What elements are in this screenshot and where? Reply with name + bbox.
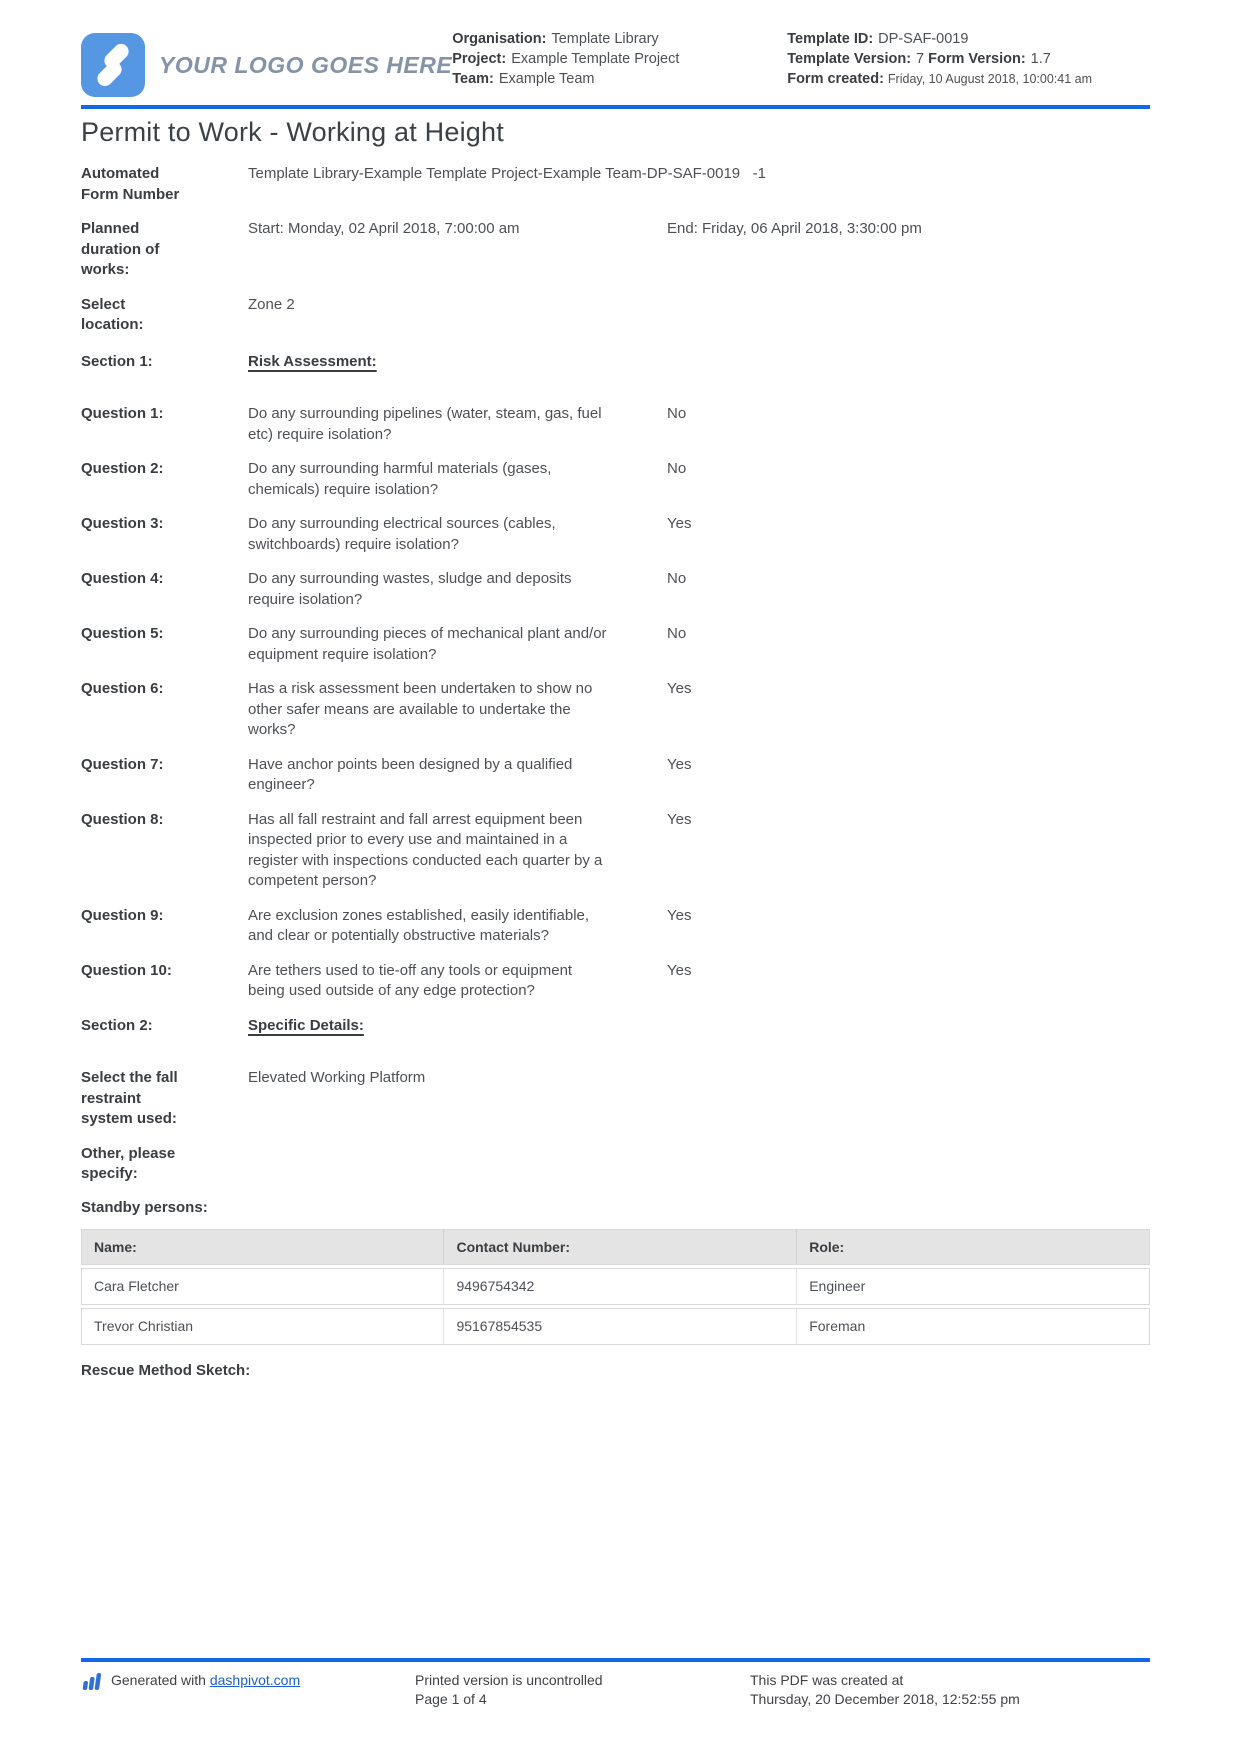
question-2-answer: No xyxy=(667,460,687,477)
row-question-1 xyxy=(81,404,1150,445)
row-planned-duration xyxy=(81,219,1150,281)
project-value: Example Template Project xyxy=(511,51,680,67)
footer-created xyxy=(750,1671,1150,1709)
question-9-answer: Yes xyxy=(667,906,692,924)
row-question-2 xyxy=(81,459,1150,500)
cell-contact: 95167854535 xyxy=(444,1308,797,1345)
row-question-7 xyxy=(81,755,1150,796)
pdf-created-label: This PDF was created at xyxy=(750,1672,904,1688)
table-row xyxy=(81,1268,1150,1305)
form-created-line xyxy=(787,69,1150,89)
question-1-answer: No xyxy=(667,405,687,422)
question-4-answer: No xyxy=(667,570,687,587)
page-title: Permit to Work - Working at Height xyxy=(81,117,504,147)
document-footer xyxy=(81,1658,1150,1709)
template-id-value: DP-SAF-0019 xyxy=(878,31,969,47)
fall-restraint-label: Select the fall restraint system used: xyxy=(81,1069,178,1127)
question-9-label: Question 9: xyxy=(81,906,164,924)
team-label: Team: xyxy=(452,71,494,87)
standby-persons-label: Standby persons: xyxy=(81,1198,208,1216)
row-question-10 xyxy=(81,961,1150,1002)
template-id-line xyxy=(787,29,1150,49)
company-logo-icon xyxy=(81,33,145,97)
cell-name: Cara Fletcher xyxy=(81,1268,444,1305)
rescue-method-sketch-label: Rescue Method Sketch: xyxy=(81,1361,251,1379)
header-template-info xyxy=(787,27,1150,89)
header-org-info xyxy=(452,27,787,89)
template-id-label: Template ID: xyxy=(787,31,874,47)
footer-generated xyxy=(81,1671,415,1709)
question-1-label: Question 1: xyxy=(81,405,164,422)
cell-role: Foreman xyxy=(797,1308,1150,1345)
section-2-label: Section 2: xyxy=(81,1016,153,1034)
question-7-label: Question 7: xyxy=(81,755,164,773)
row-question-6 xyxy=(81,679,1150,741)
row-automated-form-number xyxy=(81,164,1150,205)
version-line xyxy=(787,49,1150,69)
question-2-label: Question 2: xyxy=(81,460,164,477)
standby-persons-table xyxy=(81,1226,1150,1348)
organisation-value: Template Library xyxy=(551,31,659,47)
question-5-answer: No xyxy=(667,625,687,642)
automated-form-number-label: Automated Form Number xyxy=(81,165,180,203)
question-8-answer: Yes xyxy=(667,810,692,828)
planned-duration-end: End: Friday, 06 April 2018, 3:30:00 pm xyxy=(667,220,922,237)
question-8-text: Has all fall restraint and fall arrest equipment been inspected prior to every use and maintained in a register with inspections conducted each quarter by a competent person? xyxy=(248,810,603,889)
row-question-8 xyxy=(81,810,1150,892)
question-2-text: Do any surrounding harmful materials (gases, chemicals) require isolation? xyxy=(248,460,552,498)
pdf-created-timestamp: Thursday, 20 December 2018, 12:52:55 pm xyxy=(750,1691,1020,1707)
question-8-label: Question 8: xyxy=(81,810,164,828)
question-6-label: Question 6: xyxy=(81,680,164,697)
page-number-text: Page 1 of 4 xyxy=(415,1691,487,1707)
generated-with-text: Generated with xyxy=(111,1672,210,1688)
select-location-label: Select location: xyxy=(81,295,144,333)
row-other-specify xyxy=(81,1144,1150,1185)
project-label: Project: xyxy=(452,51,507,67)
question-6-text: Has a risk assessment been undertaken to show no other safer means are available to undertake the works? xyxy=(248,680,593,738)
footer-center xyxy=(415,1671,750,1709)
cell-contact: 9496754342 xyxy=(444,1268,797,1305)
question-4-text: Do any surrounding wastes, sludge and deposits require isolation? xyxy=(248,570,572,608)
other-specify-label: Other, please specify: xyxy=(81,1144,176,1182)
dashpivot-bars-icon xyxy=(81,1672,103,1691)
fall-restraint-value: Elevated Working Platform xyxy=(248,1069,426,1086)
form-created-label: Form created: xyxy=(787,71,884,87)
printed-version-text: Printed version is uncontrolled xyxy=(415,1672,603,1688)
team-line xyxy=(452,69,787,89)
header-divider xyxy=(81,105,1150,109)
dashpivot-link[interactable]: dashpivot.com xyxy=(209,1672,301,1688)
row-question-4 xyxy=(81,569,1150,610)
document-header xyxy=(81,27,1150,97)
template-version-label: Template Version: xyxy=(787,51,912,67)
planned-duration-start: Start: Monday, 02 April 2018, 7:00:00 am xyxy=(248,220,520,237)
question-10-answer: Yes xyxy=(667,961,692,979)
question-7-answer: Yes xyxy=(667,755,692,773)
row-section-2 xyxy=(81,1016,1150,1037)
question-10-text: Are tethers used to tie-off any tools or equipment being used outside of any edge protection? xyxy=(248,961,573,999)
section-1-label: Section 1: xyxy=(81,352,153,370)
automated-form-number-value: Template Library-Example Template Project-Example Team-DP-SAF-0019 -1 xyxy=(248,165,766,182)
question-3-label: Question 3: xyxy=(81,515,164,532)
column-header-contact: Contact Number: xyxy=(444,1229,797,1265)
logo xyxy=(81,27,452,97)
question-7-text: Have anchor points been designed by a qualified engineer? xyxy=(248,755,573,793)
row-question-3 xyxy=(81,514,1150,555)
row-question-5 xyxy=(81,624,1150,665)
column-header-name: Name: xyxy=(81,1229,444,1265)
column-header-role: Role: xyxy=(797,1229,1150,1265)
question-9-text: Are exclusion zones established, easily identifiable, and clear or potentially obstructive materials? xyxy=(248,906,590,944)
planned-duration-label: Planned duration of works: xyxy=(81,220,160,278)
table-header-row xyxy=(81,1229,1150,1265)
section-1-title: Risk Assessment: xyxy=(248,352,377,370)
question-5-label: Question 5: xyxy=(81,625,164,642)
question-10-label: Question 10: xyxy=(81,961,172,979)
row-section-1 xyxy=(81,352,1150,373)
table-row xyxy=(81,1308,1150,1345)
question-6-answer: Yes xyxy=(667,680,692,697)
project-line xyxy=(452,49,787,69)
row-select-location xyxy=(81,295,1150,336)
question-1-text: Do any surrounding pipelines (water, steam, gas, fuel etc) require isolation? xyxy=(248,405,602,443)
template-version-value: 7 xyxy=(916,51,925,67)
section-2-title: Specific Details: xyxy=(248,1016,364,1034)
logo-text: YOUR LOGO GOES HERE xyxy=(159,51,453,78)
cell-name: Trevor Christian xyxy=(81,1308,444,1345)
organisation-line xyxy=(452,29,787,49)
form-version-label: Form Version: xyxy=(928,51,1026,67)
row-fall-restraint xyxy=(81,1068,1150,1130)
footer-divider xyxy=(81,1658,1150,1662)
question-3-text: Do any surrounding electrical sources (cables, switchboards) require isolation? xyxy=(248,515,556,553)
row-question-9 xyxy=(81,906,1150,947)
cell-role: Engineer xyxy=(797,1268,1150,1305)
form-version-value: 1.7 xyxy=(1030,51,1051,67)
form-created-value: Friday, 10 August 2018, 10:00:41 am xyxy=(887,72,1092,86)
question-3-answer: Yes xyxy=(667,515,692,532)
select-location-value: Zone 2 xyxy=(248,295,295,313)
organisation-label: Organisation: xyxy=(452,31,547,47)
question-5-text: Do any surrounding pieces of mechanical plant and/or equipment require isolation? xyxy=(248,625,607,663)
question-4-label: Question 4: xyxy=(81,570,164,587)
team-value: Example Team xyxy=(498,71,595,87)
